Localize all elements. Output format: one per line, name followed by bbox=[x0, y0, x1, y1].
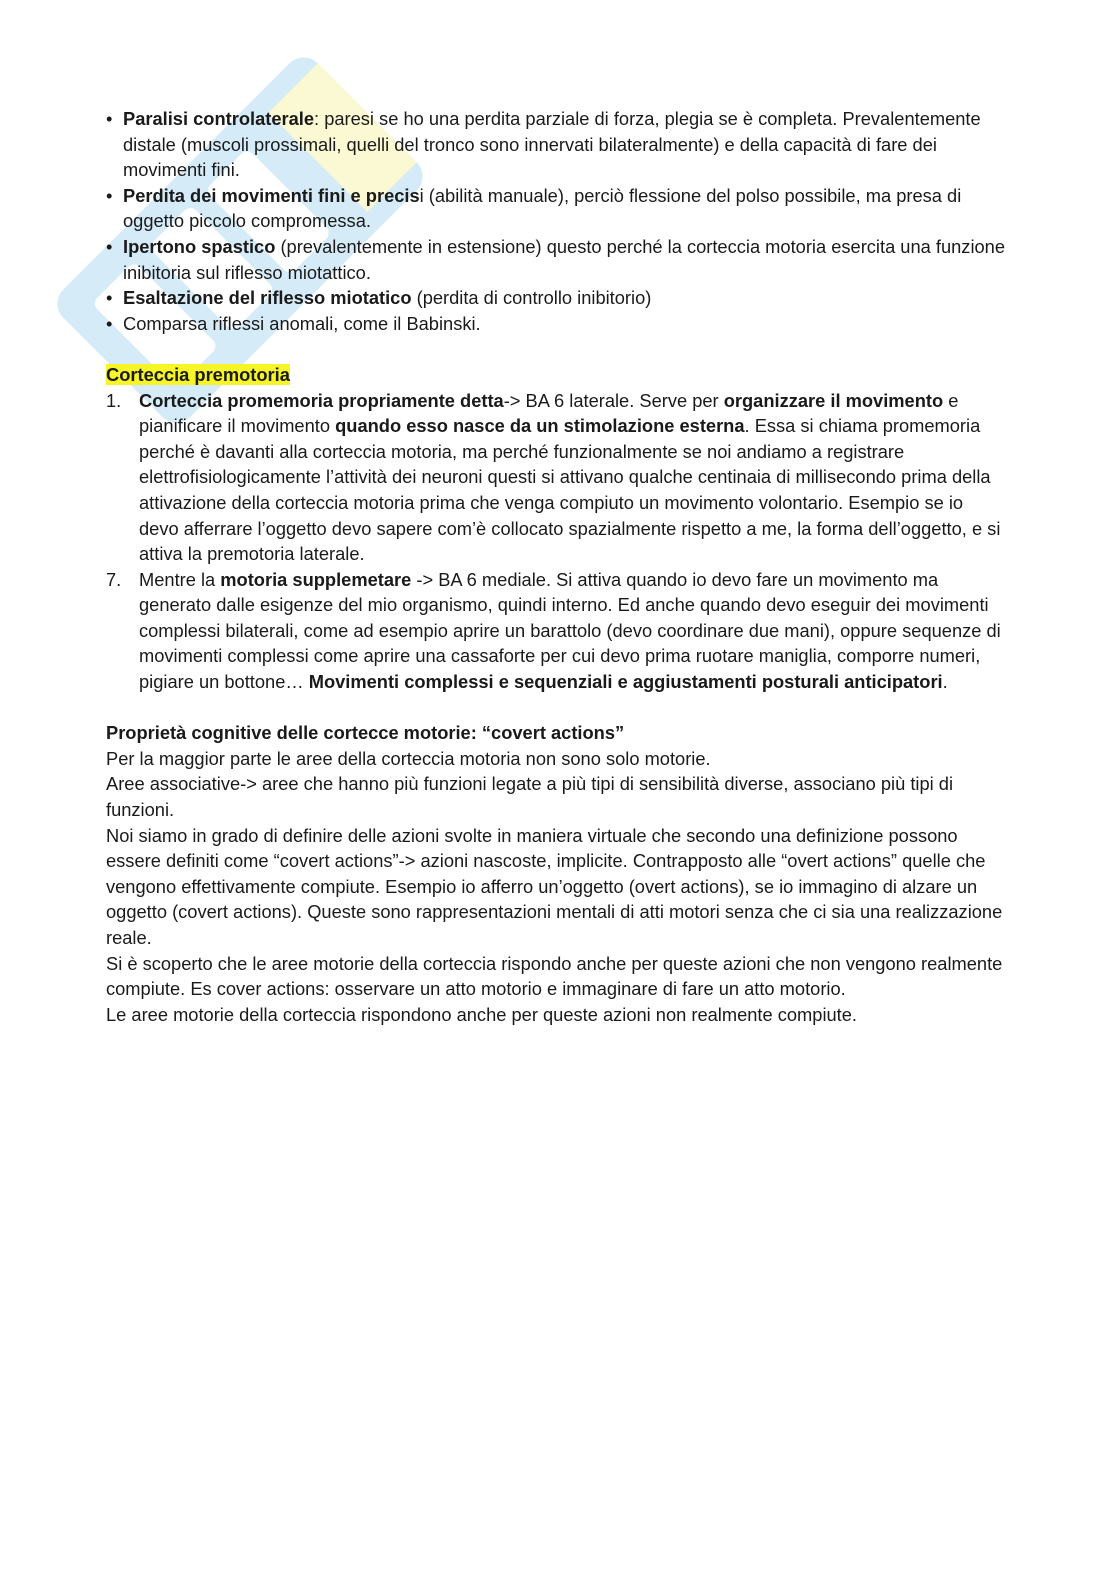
paragraph: Aree associative-> aree che hanno più funzioni legate a più tipi di sensibilità diverse, associano più tipi di funzioni. bbox=[106, 773, 954, 821]
premotor-heading bbox=[106, 362, 1006, 388]
list-item: 1. Corteccia promemoria propriamente detta-> BA 6 laterale. Serve per organizzare il movimento e pianificare il movimento quando esso nasce da un stimolazione esterna. Essa si chiama promemoria perché è davanti alla corteccia motoria, ma perché funzionalmente se noi andiamo a registrare elettrofisiologicamente l’attività dei neuroni questi si attivano qualche centinaia di millisecondo prima della attivazione della corteccia motoria prima che venga compiuto un movimento volontario. Esempio se io devo afferrare l’oggetto devo sapere com’è collocato spazialmente rispetto a me, la forma dell’oggetto, e si attiva la premotoria laterale. bbox=[106, 389, 1001, 565]
paragraph: Noi siamo in grado di definire delle azioni svolte in maniera virtuale che secondo una definizione possono essere definiti come “covert actions”-> azioni nascoste, implicite. Contrapposto alle “overt actions” quelle che vengono effettivamente compiute. Esempio io afferro un’oggetto (overt actions), se io immagino di alzare un oggetto (covert actions). Queste sono rappresentazioni mentali di atti motori senza che ci sia una realizzazione reale. bbox=[106, 824, 1003, 948]
list-number: 1. bbox=[106, 389, 122, 411]
document-page bbox=[106, 106, 1006, 1027]
list-item: • Esaltazione del riflesso miotatico (perdita di controllo inibitorio) bbox=[106, 285, 1006, 311]
premotor-numbered-list bbox=[106, 388, 1006, 695]
list-item: • Paralisi controlaterale: paresi se ho una perdita parziale di forza, plegia se è completa. Prevalentemente distale (muscoli prossimali, quelli del tronco sono innervati bilateralmente) e della capacità di fare dei movimenti fini. bbox=[106, 106, 1006, 183]
section-title: Proprietà cognitive delle cortecce motorie: “covert actions” bbox=[106, 722, 625, 744]
paragraph: Per la maggior parte le aree della corteccia motoria non sono solo motorie. bbox=[106, 747, 711, 769]
symptom-list bbox=[106, 106, 1006, 336]
list-number: 7. bbox=[106, 568, 122, 590]
list-item: • Perdita dei movimenti fini e precisi (abilità manuale), perciò flessione del polso possibile, ma presa di oggetto piccolo compromessa. bbox=[106, 183, 1006, 234]
list-item: • Ipertono spastico (prevalentemente in estensione) questo perché la corteccia motoria esercita una funzione inibitoria sul riflesso miotattico. bbox=[106, 234, 1006, 285]
paragraph: Le aree motorie della corteccia rispondono anche per queste azioni non realmente compiute. bbox=[106, 1003, 858, 1025]
paragraph: Si è scoperto che le aree motorie della corteccia rispondo anche per queste azioni che non vengono realmente compiute. Es cover actions: osservare un atto motorio e immaginare di fare un atto motorio. bbox=[106, 952, 1003, 1000]
list-item: 7. Mentre la motoria supplemetare -> BA 6 mediale. Si attiva quando io devo fare un movimento ma generato dalle esigenze del mio organismo, quindi interno. Ed anche quando devo eseguir dei movimenti complessi bilaterali, come ad esempio aprire un barattolo (devo coordinare due mani), oppure sequenze di movimenti complessi come aprire una cassaforte per cui devo prima ruotare maniglia, comporre numeri, pigiare un bottone… Movimenti complessi e sequenziali e aggiustamenti posturali anticipatori. bbox=[106, 568, 1001, 693]
list-item: • Comparsa riflessi anomali, come il Babinski. bbox=[106, 311, 1006, 337]
highlighted-heading: Corteccia premotoria bbox=[106, 363, 290, 385]
